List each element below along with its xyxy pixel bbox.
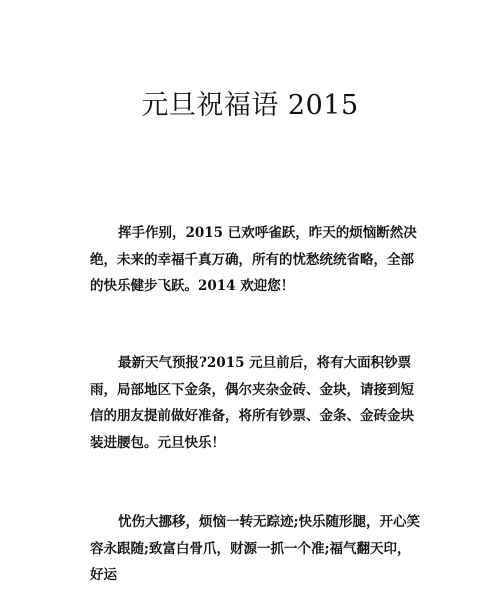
paragraph-1: 挥手作别，2015 已欢呼雀跃，昨天的烦恼断然决绝，未来的幸福千真万确，所有的忧愁统统省略，全部的快乐健步飞跃。2014 欢迎您！ <box>90 225 417 294</box>
paragraph-3: 忧伤大挪移，烦恼一转无踪迹;快乐随形腿，开心笑容永跟随;致富白骨爪，财源一抓一个准;福气翻天印，好运 <box>90 514 420 583</box>
document-title: 元旦祝福语 2015 <box>141 90 359 121</box>
paragraph-2: 最新天气预报?2015 元旦前后，将有大面积钞票雨，局部地区下金条，偶尔夹杂金砖、金块，请接到短信的朋友提前做好准备，将所有钞票、金条、金砖金块装进腰包。元旦快乐！ <box>90 355 414 451</box>
